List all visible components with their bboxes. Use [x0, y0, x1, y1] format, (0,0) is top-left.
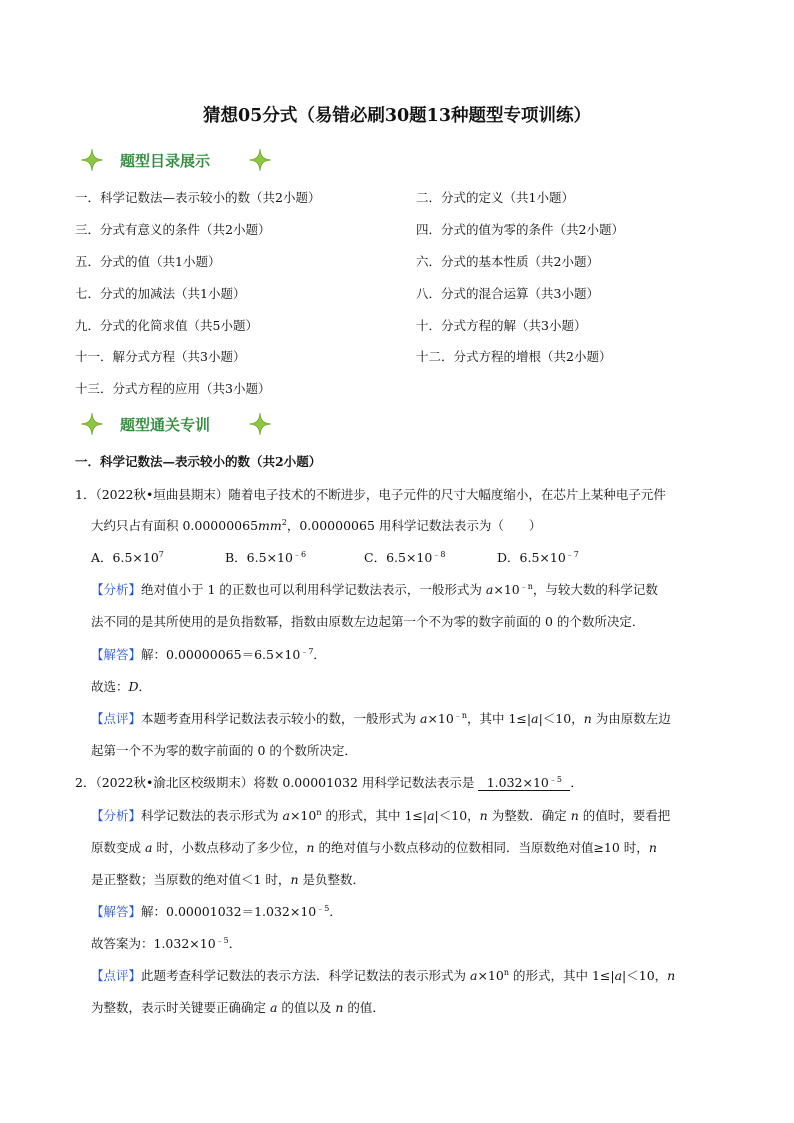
question-1-analysis: 【分析】绝对值小于 1 的正数也可以利用科学记数法表示，一般形式为 $a\times 10^{﹣n}$，与较大数的科学记数 — [91, 582, 658, 597]
comment-tag: 【点评】 — [91, 711, 142, 726]
question-1-stem-line2: 大约只占有面积 $0.00000065mm^2$，0.00000065 用科学记数法表示为（ ） — [91, 518, 542, 533]
option-a[interactable]: A．$6.5\times 10^7$ — [91, 550, 164, 565]
toc-section-title: 题型目录展示 — [120, 152, 211, 170]
toc-item[interactable]: 二．分式的定义（共1小题） — [416, 190, 574, 205]
toc-item[interactable]: 十三．分式方程的应用（共3小题） — [75, 381, 271, 396]
training-section-title: 题型通关专训 — [120, 416, 211, 434]
toc-item[interactable]: 五．分式的值（共1小题） — [75, 254, 221, 269]
page-title: 猜想05分式（易错必刷30题13种题型专项训练） — [202, 106, 592, 126]
toc-item[interactable]: 三．分式有意义的条件（共2小题） — [75, 222, 271, 237]
toc-item[interactable]: 六．分式的基本性质（共2小题） — [416, 254, 599, 269]
sparkle-star-icon — [80, 412, 104, 436]
answer-blank[interactable]: $1.032\times 10^{﹣5}$ — [478, 776, 570, 791]
question-2-comment-cont: 为整数，表示时关键要正确确定 a 的值以及 n 的值． — [91, 1000, 385, 1015]
sparkle-star-icon — [248, 148, 272, 172]
question-2-comment: 【点评】此题考查科学记数法的表示方法．科学记数法的表示形式为 $a\times 10^n$ 的形式，其中 1≤|a|＜10，n — [91, 968, 676, 983]
topic-heading: 一．科学记数法—表示较小的数（共2小题） — [75, 454, 322, 469]
question-1-solution: 【解答】解：$0.00000065=6.5\times 10^{﹣7}$． — [91, 647, 326, 662]
training-section-header — [80, 412, 300, 436]
question-1-stem-line1: 1．（2022秋•垣曲县期末）随着电子技术的不断进步，电子元件的尺寸大幅度缩小，在芯片上某种电子元件 — [75, 487, 666, 502]
toc-item[interactable]: 八．分式的混合运算（共3小题） — [416, 286, 599, 301]
sparkle-star-icon — [248, 412, 272, 436]
question-1-comment-cont: 起第一个不为零的数字前面的 0 的个数所决定． — [91, 743, 357, 758]
toc-item[interactable]: 四．分式的值为零的条件（共2小题） — [416, 222, 624, 237]
question-2-stem: 2．（2022秋•渝北区校级期末）将数 0.00001032 用科学记数法表示是 $1.032\times 10^{﹣5}$ ． — [75, 775, 583, 790]
analysis-tag: 【分析】 — [91, 808, 142, 823]
question-2-answer: 故答案为：$1.032\times 10^{﹣5}$． — [91, 936, 242, 951]
toc-item[interactable]: 一．科学记数法—表示较小的数（共2小题） — [75, 190, 321, 205]
question-2-analysis-cont: 原数变成 a 时，小数点移动了多少位，n 的绝对值与小数点移动的位数相同．当原数绝对值≥10 时，n — [91, 840, 657, 855]
solution-tag: 【解答】 — [91, 647, 142, 662]
solution-tag: 【解答】 — [91, 904, 142, 919]
question-2-analysis-end: 是正整数；当原数的绝对值＜1 时，n 是负整数． — [91, 872, 365, 887]
option-d[interactable]: D．$6.5\times 10^{﹣7}$ — [497, 550, 579, 565]
comment-tag: 【点评】 — [91, 968, 142, 983]
toc-item[interactable]: 七．分式的加减法（共1小题） — [75, 286, 246, 301]
toc-item[interactable]: 九．分式的化简求值（共5小题） — [75, 318, 258, 333]
sparkle-star-icon — [80, 148, 104, 172]
option-c[interactable]: C．$6.5\times 10^{﹣8}$ — [364, 550, 446, 565]
toc-item[interactable]: 十一．解分式方程（共3小题） — [75, 349, 246, 364]
toc-section-header — [80, 148, 300, 172]
question-2-solution: 【解答】解：$0.00001032=1.032\times 10^{﹣5}$． — [91, 904, 342, 919]
question-1-comment: 【点评】本题考查用科学记数法表示较小的数，一般形式为 $a\times 10^{﹣n}$，其中 1≤|a|＜10，n 为由原数左边 — [91, 711, 671, 726]
toc-item[interactable]: 十二．分式方程的增根（共2小题） — [416, 349, 612, 364]
analysis-tag: 【分析】 — [91, 582, 142, 597]
question-1-analysis-cont: 法不同的是其所使用的是负指数幂，指数由原数左边起第一个不为零的数字前面的 0 的个数所决定． — [91, 614, 645, 629]
option-b[interactable]: B．$6.5\times 10^{﹣6}$ — [225, 550, 307, 565]
toc-item[interactable]: 十．分式方程的解（共3小题） — [416, 318, 587, 333]
question-2-analysis: 【分析】科学记数法的表示形式为 $a\times 10^n$ 的形式，其中 1≤|a|＜10，n 为整数．确定 n 的值时，要看把 — [91, 808, 671, 823]
question-1-choice: 故选：D． — [91, 679, 152, 694]
